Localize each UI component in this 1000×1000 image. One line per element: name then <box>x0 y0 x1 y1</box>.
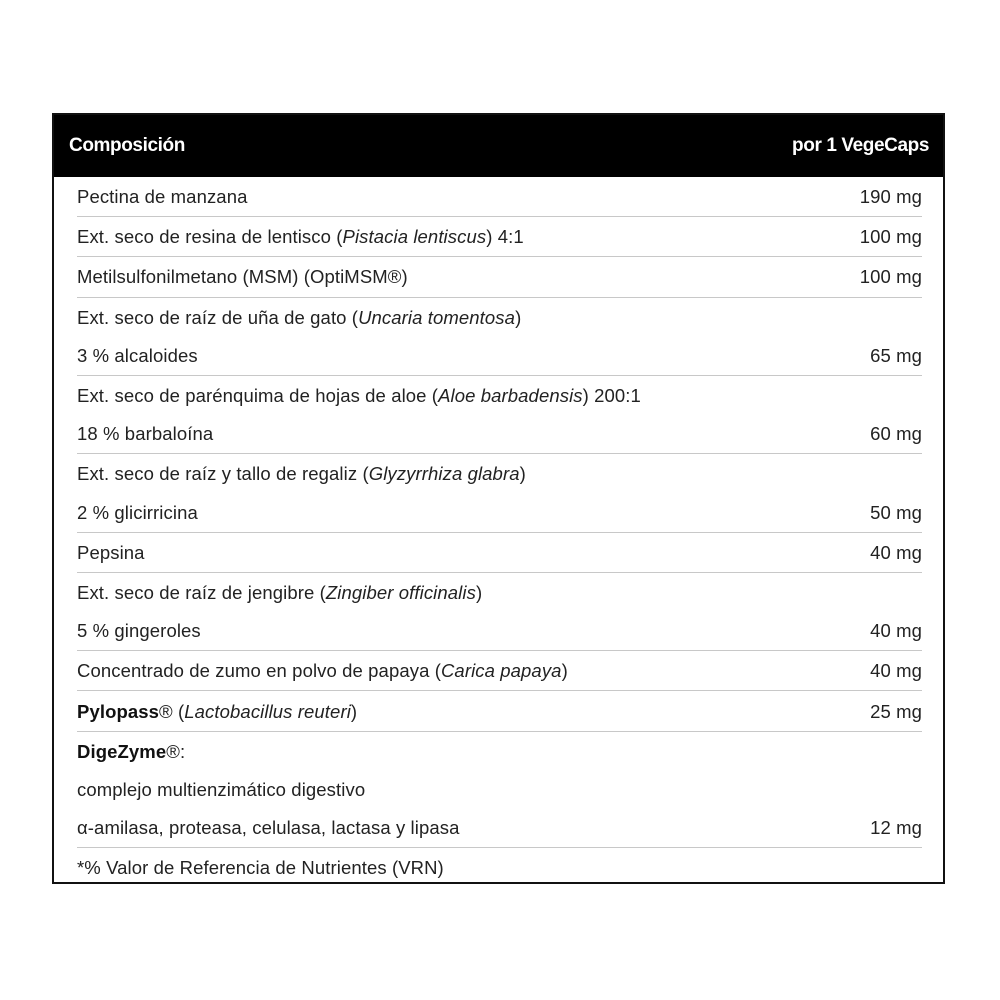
ingredient-label <box>77 226 524 248</box>
label-text: *% Valor de Referencia de Nutrientes (VRN) <box>77 857 444 879</box>
row-line <box>77 218 922 256</box>
brand-name: Pylopass <box>77 700 160 722</box>
amount-value: 190 mg <box>859 186 922 208</box>
row-line <box>77 809 922 847</box>
amount-value: 50 mg <box>870 501 922 523</box>
label-text: ) <box>519 463 526 485</box>
label-text: Ext. seco de resina de lentisco ( <box>77 226 343 248</box>
label-text: Ext. seco de raíz de jengibre ( <box>77 581 326 603</box>
label-text: Pepsina <box>77 541 145 563</box>
row-line <box>77 337 922 375</box>
amount-value: 40 mg <box>870 660 922 682</box>
row-line <box>77 652 922 690</box>
table-row <box>77 257 922 297</box>
amount-value: 65 mg <box>870 344 922 366</box>
row-line <box>77 733 922 771</box>
amount-value: 25 mg <box>870 700 922 722</box>
label-text: Concentrado de zumo en polvo de papaya ( <box>77 660 441 682</box>
row-line <box>77 494 922 532</box>
label-text: ) <box>350 700 358 722</box>
label-text: ) 200:1 <box>582 385 641 407</box>
label-text: α-amilasa, proteasa, celulasa, lactasa y lipasa <box>77 817 460 839</box>
ingredient-label <box>77 857 444 879</box>
ingredient-label <box>77 741 185 763</box>
table-row <box>77 691 922 731</box>
label-text: Pectina de manzana <box>77 186 248 208</box>
row-line <box>77 771 922 809</box>
ingredient-label <box>77 463 526 485</box>
ingredient-label <box>77 307 521 329</box>
row-line <box>77 612 922 650</box>
latin-name: Carica papaya <box>440 660 562 682</box>
amount-value: 12 mg <box>870 817 922 839</box>
ingredient-label <box>77 423 213 445</box>
header-serving: por 1 VegeCaps <box>792 135 929 156</box>
table-row <box>77 376 922 454</box>
table-row <box>77 848 922 887</box>
latin-name: Pistacia lentiscus <box>342 226 487 248</box>
row-line <box>77 849 922 887</box>
ingredient-label <box>77 620 201 642</box>
table-row <box>77 217 922 257</box>
label-text: ) <box>515 306 522 328</box>
row-line <box>77 692 922 730</box>
amount-value: 100 mg <box>859 226 922 248</box>
label-text: 2 % glicirricina <box>77 501 198 523</box>
table-row <box>77 298 922 376</box>
label-text: Ext. seco de raíz y tallo de regaliz ( <box>77 463 369 485</box>
label-text: ) 4:1 <box>486 226 524 248</box>
label-text: 3 % alcaloides <box>77 344 198 366</box>
label-text: 5 % gingeroles <box>77 620 201 642</box>
composition-table <box>52 113 945 884</box>
table-row <box>77 533 922 573</box>
brand-name: DigeZyme <box>77 740 167 762</box>
row-line <box>77 377 922 415</box>
amount-value: 60 mg <box>870 423 922 445</box>
table-row <box>77 573 922 651</box>
label-text: complejo multienzimático digestivo <box>77 778 366 800</box>
table-row <box>77 454 922 532</box>
header-title: Composición <box>69 135 185 156</box>
ingredient-label <box>77 186 247 208</box>
label-text: 18 % barbaloína <box>77 423 214 445</box>
ingredient-label <box>77 502 198 524</box>
latin-name: Uncaria tomentosa <box>358 306 516 328</box>
row-line <box>77 178 922 216</box>
label-text: ® ( <box>159 700 185 722</box>
ingredient-label <box>77 817 460 839</box>
row-line <box>77 299 922 337</box>
amount-value: 100 mg <box>859 266 922 288</box>
label-text: ) <box>561 660 568 682</box>
row-line <box>77 258 922 296</box>
ingredient-label <box>77 266 408 288</box>
label-text: Metilsulfonilmetano (MSM) (OptiMSM®) <box>77 266 408 288</box>
amount-value: 40 mg <box>870 541 922 563</box>
ingredient-label <box>77 385 641 407</box>
row-line <box>77 455 922 493</box>
latin-name: Lactobacillus reuteri <box>184 700 351 722</box>
ingredient-label <box>77 779 365 801</box>
row-line <box>77 574 922 612</box>
ingredient-label <box>77 345 198 367</box>
row-line <box>77 534 922 572</box>
latin-name: Aloe barbadensis <box>438 385 583 407</box>
label-text: ®: <box>166 740 186 762</box>
ingredient-label <box>77 701 357 723</box>
label-text: ) <box>475 581 483 603</box>
latin-name: Glyzyrrhiza glabra <box>368 463 520 485</box>
ingredient-label <box>77 582 482 604</box>
table-body <box>54 177 943 887</box>
latin-name: Zingiber officinalis <box>325 581 476 603</box>
table-row <box>77 651 922 691</box>
table-header <box>54 115 943 177</box>
table-row <box>77 177 922 217</box>
ingredient-label <box>77 660 568 682</box>
amount-value: 40 mg <box>870 620 922 642</box>
row-line <box>77 415 922 453</box>
table-row <box>77 732 922 849</box>
ingredient-label <box>77 542 145 564</box>
label-text: Ext. seco de raíz de uña de gato ( <box>77 306 359 328</box>
label-text: Ext. seco de parénquima de hojas de aloe ( <box>77 385 439 407</box>
